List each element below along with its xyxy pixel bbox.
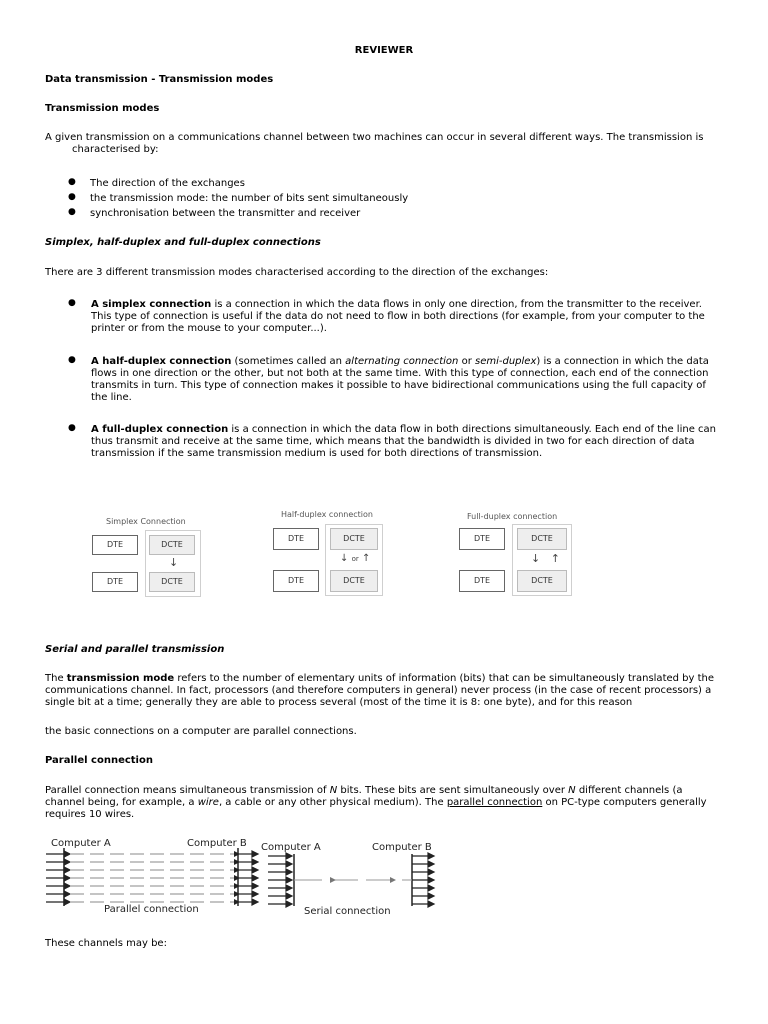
parallel-caption: Parallel connection xyxy=(104,904,199,915)
bullet-icon: ● xyxy=(68,207,76,217)
up-arrow-icon: ↑ xyxy=(361,553,371,564)
halfduplex-term: A half-duplex connection xyxy=(91,356,232,367)
halfduplex-mid: or xyxy=(458,356,475,367)
heading-serial-parallel: Serial and parallel transmission xyxy=(45,644,225,655)
down-arrow-icon: ↓ xyxy=(169,556,179,569)
parallel-n1: N xyxy=(329,785,338,796)
bullet-icon: ● xyxy=(68,192,76,202)
halfduplex-dcte-top: DCTE xyxy=(330,528,378,550)
parallel-pre: Parallel connection means simultaneous transmission of xyxy=(45,785,330,796)
list-item: the transmission mode: the number of bits sent simultaneously xyxy=(90,193,409,204)
list-item: The direction of the exchanges xyxy=(90,178,245,189)
parallel-line-2c: on PC-type computers generally xyxy=(542,797,707,808)
simplex-diagram-label: Simplex Connection xyxy=(106,517,186,526)
parallel-computer-a-label: Computer A xyxy=(51,838,111,849)
bullet-icon: ● xyxy=(68,355,76,365)
serial-computer-b-label: Computer B xyxy=(372,842,432,853)
bullet-icon: ● xyxy=(68,298,76,308)
parallel-line-2a: channel being, for example, a xyxy=(45,797,198,808)
simplex-paragraph xyxy=(91,299,731,335)
simplex-dte-top: DTE xyxy=(92,535,138,555)
fullduplex-dte-bottom: DTE xyxy=(459,570,505,592)
down-arrow-icon: ↓ xyxy=(340,553,349,564)
heading-data-transmission: Data transmission - Transmission modes xyxy=(45,74,274,85)
halfduplex-alt1: alternating connection xyxy=(345,356,459,367)
bullet-icon: ● xyxy=(68,177,76,187)
fullduplex-line-2: thus transmit and receive at the same time, which means that the bandwidth is divided in two for each direction of data xyxy=(91,436,695,447)
modes-intro: There are 3 different transmission modes characterised according to the direction of the exchanges: xyxy=(45,267,549,278)
serial-lines-graphic xyxy=(266,852,440,908)
parallel-line-3: requires 10 wires. xyxy=(45,809,135,820)
halfduplex-alt2: semi-duplex xyxy=(474,356,537,367)
or-label: or xyxy=(351,555,359,563)
parallel-computer-b-label: Computer B xyxy=(187,838,247,849)
page-title: REVIEWER xyxy=(354,45,414,56)
halfduplex-dte-top: DTE xyxy=(273,528,319,550)
fullduplex-dcte-top: DCTE xyxy=(517,528,567,550)
mode-para-line-3: single bit at a time; generally they are able to process several (most of the time it is 8: one byte), and for this reason xyxy=(45,697,633,708)
halfduplex-line-2: flows in one direction or the other, but not both at the same time. With this type of connection, each end of the connection xyxy=(91,368,709,379)
heading-parallel-connection: Parallel connection xyxy=(45,755,153,766)
heading-simplex-duplex: Simplex, half-duplex and full-duplex connections xyxy=(45,237,321,248)
fullduplex-dte-top: DTE xyxy=(459,528,505,550)
halfduplex-dcte-bottom: DCTE xyxy=(330,570,378,592)
simplex-dcte-bottom: DCTE xyxy=(149,572,195,592)
halfduplex-pre: (sometimes called an xyxy=(231,356,346,367)
fullduplex-line-3: transmission if the same transmission medium is used for both directions of transmission. xyxy=(91,448,543,459)
serial-computer-a-label: Computer A xyxy=(261,842,321,853)
heading-transmission-modes: Transmission modes xyxy=(45,103,160,114)
intro-line-2: characterised by: xyxy=(72,144,159,155)
parallel-mid: bits. These bits are sent simultaneously over xyxy=(337,785,569,796)
parallel-connection-link[interactable]: parallel connection xyxy=(446,797,543,808)
halfduplex-line-4: the line. xyxy=(91,392,132,403)
fullduplex-line-1: is a connection in which the data flow in both directions simultaneously. Each end of the line can xyxy=(228,424,716,435)
mode-para-term: transmission mode xyxy=(66,673,175,684)
halfduplex-diagram-label: Half-duplex connection xyxy=(281,510,373,519)
bullet-icon: ● xyxy=(68,423,76,433)
simplex-dcte-top: DCTE xyxy=(149,535,195,555)
closing-text: These channels may be: xyxy=(45,938,167,949)
simplex-line-2: This type of connection is useful if the data do not need to flow in both directions (for example, from your computer to the xyxy=(91,311,705,322)
mode-para-line-1: refers to the number of elementary units of information (bits) that can be simultaneously translated by the xyxy=(174,673,715,684)
parallel-line-2b: , a cable or any other physical medium). The xyxy=(218,797,447,808)
halfduplex-or-arrows xyxy=(340,553,370,564)
halfduplex-line-3: transmits in turn. This type of connection makes it possible to have bidirectional communications using the full capacity of xyxy=(91,380,706,391)
parallel-n2: N xyxy=(568,785,576,796)
halfduplex-dte-bottom: DTE xyxy=(273,570,319,592)
halfduplex-post: ) is a connection in which the data xyxy=(536,356,709,367)
parallel-paragraph xyxy=(45,785,735,821)
fullduplex-dcte-bottom: DCTE xyxy=(517,570,567,592)
up-arrow-icon: ↑ xyxy=(550,552,560,565)
mode-para-line-2: communications channel. In fact, processors (and therefore computers in general) never process (in the case of recent processors) a xyxy=(45,685,712,696)
fullduplex-arrows xyxy=(531,552,560,565)
fullduplex-diagram-label: Full-duplex connection xyxy=(467,512,558,521)
transmission-mode-paragraph xyxy=(45,673,735,709)
simplex-term: A simplex connection xyxy=(91,299,212,310)
halfduplex-paragraph xyxy=(91,356,731,404)
parallel-lines-graphic xyxy=(44,846,260,910)
list-item: synchronisation between the transmitter and receiver xyxy=(90,208,361,219)
basic-connections-text: the basic connections on a computer are parallel connections. xyxy=(45,726,357,737)
parallel-post: different channels (a xyxy=(575,785,683,796)
mode-para-pre: The xyxy=(45,673,67,684)
fullduplex-paragraph xyxy=(91,424,731,460)
simplex-line-1: is a connection in which the data flows in only one direction, from the transmitter to the receiver. xyxy=(211,299,702,310)
fullduplex-term: A full-duplex connection xyxy=(91,424,229,435)
intro-line-1: A given transmission on a communications channel between two machines can occur in several different ways. The transmission is xyxy=(45,132,704,143)
down-arrow-icon: ↓ xyxy=(531,552,541,565)
simplex-dte-bottom: DTE xyxy=(92,572,138,592)
serial-caption: Serial connection xyxy=(304,906,391,917)
simplex-line-3: printer or from the mouse to your computer...). xyxy=(91,323,327,334)
parallel-wire: wire xyxy=(197,797,219,808)
